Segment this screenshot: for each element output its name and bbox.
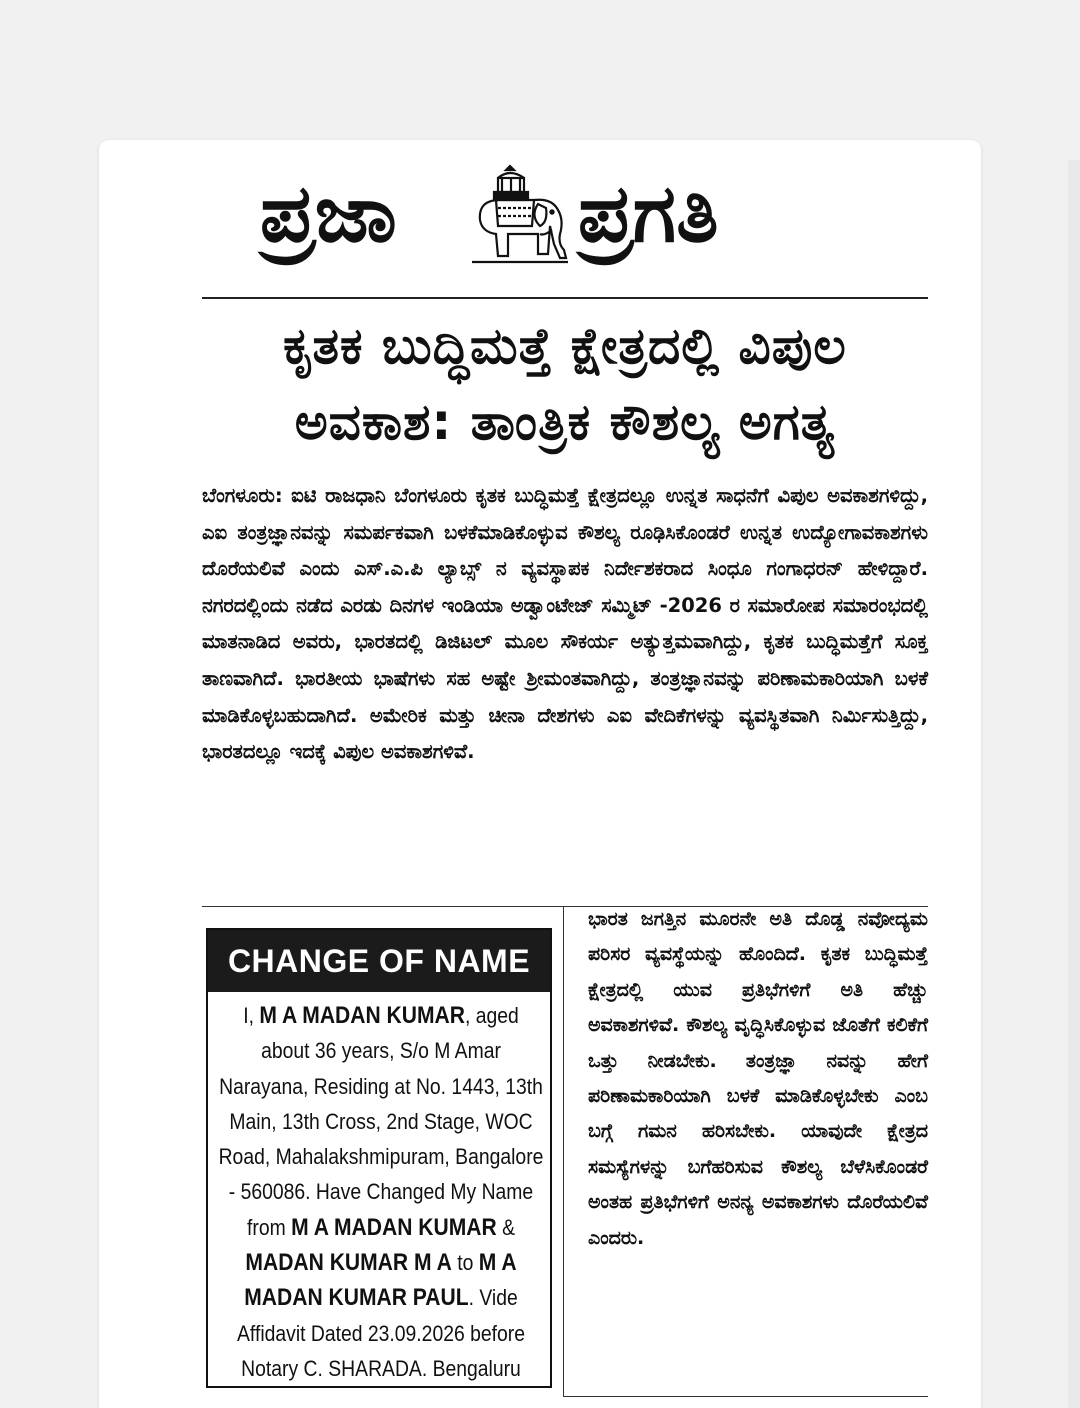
notice-to: to: [451, 1250, 479, 1276]
notice-text-2: , aged about 36 years, S/o M Amar Narayana, Residing at No. 1443, 13th Main, 13th Cross, 2nd Stage, WOC Road, Mahalakshmipuram, Bangalore - 560086. Have Changed My Name from: [218, 1003, 544, 1240]
top-rule: [202, 297, 928, 299]
article-headline: [202, 308, 928, 460]
masthead-title-left: ಪ್ರಜಾ: [260, 167, 397, 260]
notice-text-3: . Vide Affidavit Dated 23.09.2026 before Notary C. SHARADA. Bengaluru: [237, 1285, 525, 1381]
bottom-rule: [563, 1396, 928, 1397]
next-card-edge: [1068, 160, 1080, 1408]
elephant-emblem-icon: [468, 164, 572, 266]
column-divider: [563, 906, 564, 1396]
change-of-name-notice: [206, 928, 552, 1388]
notice-text-1: I,: [243, 1003, 260, 1028]
notice-title: CHANGE OF NAME: [208, 930, 550, 992]
notice-body: [211, 992, 552, 1386]
headline-line-2: ಅವಕಾಶ: ತಾಂತ್ರಿಕ ಕೌಶಲ್ಯ ಅಗತ್ಯ: [294, 393, 836, 451]
notice-amp: &: [496, 1214, 515, 1240]
notice-new-name: M A MADAN KUMAR PAUL: [244, 1249, 517, 1312]
notice-name: M A MADAN KUMAR: [259, 1002, 465, 1029]
notice-old-name-2: MADAN KUMAR M A: [245, 1249, 452, 1277]
headline-line-1: ಕೃತಕ ಬುದ್ಧಿಮತ್ತೆ ಕ್ಷೇತ್ರದಲ್ಲಿ ವಿಪುಲ: [283, 317, 847, 375]
masthead-title-right: ಪ್ರಗತಿ: [578, 167, 719, 260]
article-continued: ಭಾರತ ಜಗತ್ತಿನ ಮೂರನೇ ಅತಿ ದೊಡ್ಡ ನವೋದ್ಯಮ ಪರಿಸರ ವ್ಯವಸ್ಥೆಯನ್ನು ಹೊಂದಿದೆ. ಕೃತಕ ಬುದ್ಧಿಮತ್ತೆ ಕ್ಷೇತ್ರದಲ್ಲಿ ಯುವ ಪ್ರತಿಭೆಗಳಿಗೆ ಅತಿ ಹೆಚ್ಚು ಅವಕಾಶಗಳಿವೆ. ಕೌಶಲ್ಯ ವೃದ್ಧಿಸಿಕೊಳ್ಳುವ ಜೊತೆಗೆ ಕಲಿಕೆಗೆ ಒತ್ತು ನೀಡಬೇಕು. ತಂತ್ರಜ್ಞಾ ನವನ್ನು ಹೇಗೆ ಪರಿಣಾಮಕಾರಿಯಾಗಿ ಬಳಕೆ ಮಾಡಿಕೊಳ್ಳಬೇಕು ಎಂಬ ಬಗ್ಗೆ ಗಮನ ಹರಿಸಬೇಕು. ಯಾವುದೇ ಕ್ಷೇತ್ರದ ಸಮಸ್ಯೆಗಳನ್ನು ಬಗೆಹರಿಸುವ ಕೌಶಲ್ಯ ಬೆಳೆಸಿಕೊಂಡರೆ ಅಂತಹ ಪ್ರತಿಭೆಗಳಿಗೆ ಅನನ್ಯ ಅವಕಾಶಗಳು ದೊರೆಯಲಿವೆ ಎಂದರು.: [588, 908, 928, 1249]
notice-old-name-1: M A MADAN KUMAR: [291, 1213, 497, 1241]
masthead: [100, 160, 980, 270]
article-body: ಬೆಂಗಳೂರು: ಐಟಿ ರಾಜಧಾನಿ ಬೆಂಗಳೂರು ಕೃತಕ ಬುದ್ಧಿಮತ್ತೆ ಕ್ಷೇತ್ರದಲ್ಲೂ ಉನ್ನತ ಸಾಧನೆಗೆ ವಿಪುಲ ಅವಕಾಶಗಳಿದ್ದು, ಎಐ ತಂತ್ರಜ್ಞಾನವನ್ನು ಸಮರ್ಪಕವಾಗಿ ಬಳಕೆಮಾಡಿಕೊಳ್ಳುವ ಕೌಶಲ್ಯ ರೂಢಿಸಿಕೊಂಡರೆ ಉನ್ನತ ಉದ್ಯೋಗಾವಕಾಶಗಳು ದೊರೆಯಲಿವೆ ಎಂದು ಎಸ್.ಎ.ಪಿ ಲ್ಯಾಬ್ಸ್ ನ ವ್ಯವಸ್ಥಾಪಕ ನಿರ್ದೇಶಕರಾದ ಸಿಂಧೂ ಗಂಗಾಧರನ್ ಹೇಳಿದ್ದಾರೆ. ನಗರದಲ್ಲಿಂದು ನಡೆದ ಎರಡು ದಿನಗಳ ಇಂಡಿಯಾ ಅಡ್ವಾಂಟೇಜ್ ಸಮ್ಮಿಟ್ -2026 ರ ಸಮಾರೋಪ ಸಮಾರಂಭದಲ್ಲಿ ಮಾತನಾಡಿದ ಅವರು, ಭಾರತದಲ್ಲಿ ಡಿಜಿಟಲ್ ಮೂಲ ಸೌಕರ್ಯ ಅತ್ಯುತ್ತಮವಾಗಿದ್ದು, ಕೃತಕ ಬುದ್ಧಿಮತ್ತೆಗೆ ಸೂಕ್ತ ತಾಣವಾಗಿದೆ. ಭಾರತೀಯ ಭಾಷೆಗಳು ಸಹ ಅಷ್ಟೇ ಶ್ರೀಮಂತವಾಗಿದ್ದು, ತಂತ್ರಜ್ಞಾನವನ್ನು ಪರಿಣಾಮಕಾರಿಯಾಗಿ ಬಳಕೆ ಮಾಡಿಕೊಳ್ಳಬಹುದಾಗಿದೆ. ಅಮೇರಿಕ ಮತ್ತು ಚೀನಾ ದೇಶಗಳು ಎಐ ವೇದಿಕೆಗಳನ್ನು ವ್ಯವಸ್ಥಿತವಾಗಿ ನಿರ್ಮಿಸುತ್ತಿದ್ದು, ಭಾರತದಲ್ಲೂ ಇದಕ್ಕೆ ವಿಪುಲ ಅವಕಾಶಗಳಿವೆ.: [202, 484, 928, 764]
